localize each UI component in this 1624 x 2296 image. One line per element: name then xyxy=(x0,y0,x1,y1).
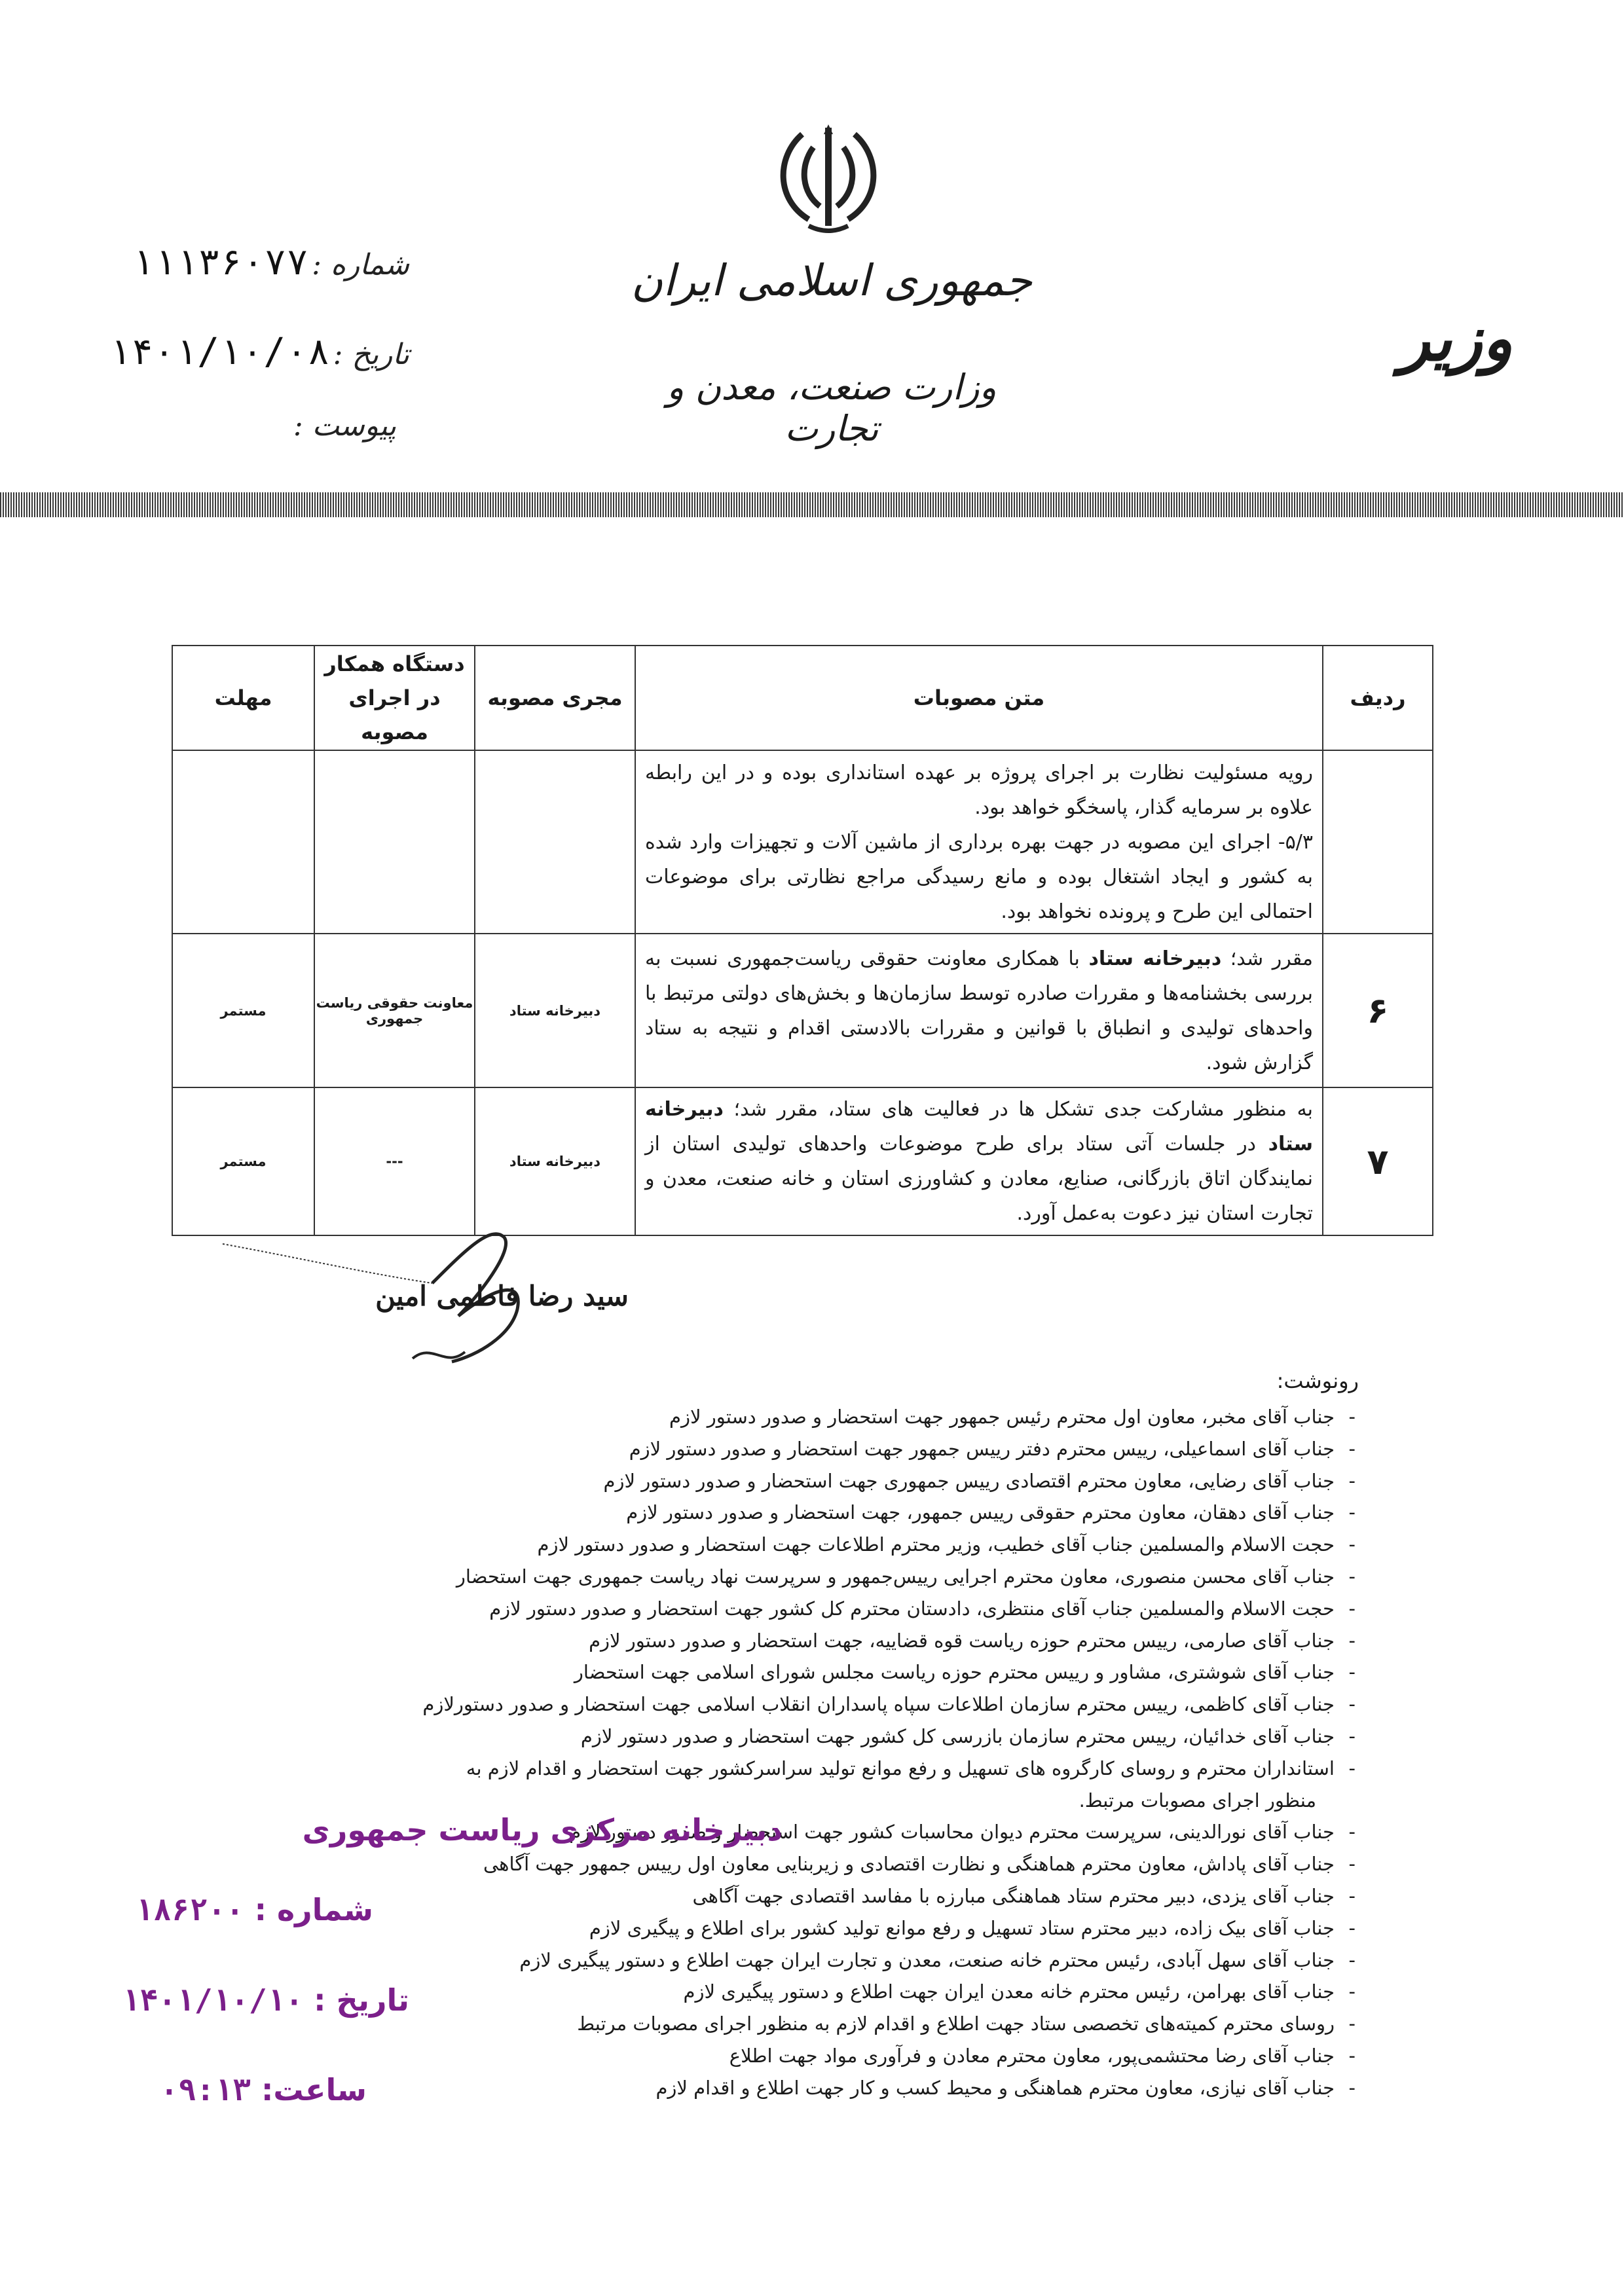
list-item: -استانداران محترم و روسای کارگروه های تسهیل و رفع موانع تولید سراسرکشور جهت استحضار و اقدام لازم به xyxy=(466,1757,1356,1779)
list-item: -روسای محترم کمیته‌های تخصصی ستاد جهت اطلاع و اقدام لازم به منظور اجرای مصوبات مرتبط xyxy=(577,2013,1356,2035)
cc-item-text: جناب آقای اسماعیلی، رییس محترم دفتر رییس جمهور جهت استحضار و صدور دستور لازم xyxy=(629,1437,1335,1460)
cooperator-cell: معاونت حقوقی ریاست جمهوری xyxy=(314,934,475,1087)
cc-item-text: حجت الاسلام والمسلمین جناب آقای منتظری، دادستان محترم کل کشور جهت استحضار و صدور دستور لازم xyxy=(489,1597,1335,1620)
letter-number-value: ۱۱۱۳۶۰۷۷ xyxy=(132,241,309,283)
signer-name: سید رضا فاطمی امین xyxy=(375,1280,629,1312)
receipt-number-label: شماره : xyxy=(254,1892,373,1927)
cc-item-text: جناب آقای نیازی، معاون محترم هماهنگی و محیط کسب و کار جهت اطلاع و اقدام لازم xyxy=(655,2076,1335,2099)
list-item: -جناب آقای خدائیان، رییس محترم سازمان بازرسی کل کشور جهت استحضار و صدور دستور لازم xyxy=(580,1724,1356,1747)
cc-item-text: جناب آقای شوشتری، مشاور و رییس محترم حوزه ریاست مجلس شورای اسلامی جهت استحضار xyxy=(574,1661,1335,1684)
resolution-text-post: در جلسات آتی ستاد برای طرح موضوعات واحدهای تولیدی استان از نمایندگان اتاق بازرگانی، صنایع، معادن و کشاورزی استان و خانه صنعت، معدن و تجارت استان نیز دعوت به‌عمل آورد. xyxy=(645,1133,1313,1225)
cooperator-cell xyxy=(314,750,475,934)
letter-attachment-label: پیوست : xyxy=(293,409,396,443)
receipt-number-value: ۱۸۶۲۰۰ xyxy=(135,1892,244,1927)
row-number-cell: ۶ xyxy=(1323,934,1433,1087)
list-item: -جناب آقای سهل آبادی، رئیس محترم خانه صنعت، معدن و تجارت ایران جهت اطلاع و دستور پیگیری لازم xyxy=(519,1948,1356,1971)
cc-item-text: جناب آقای پاداش، معاون محترم هماهنگی و نظارت اقتصادی و زیربنایی معاون اول رییس جمهور جهت آگاهی xyxy=(483,1853,1335,1876)
resolution-text-bold: دبیرخانه ستاد xyxy=(645,1098,1313,1156)
executor-cell: دبیرخانه ستاد xyxy=(475,934,635,1087)
cc-item-text: جناب آقای یزدی، دبیر محترم ستاد هماهنگی مبارزه با مفاسد اقتصادی جهت آگاهی xyxy=(692,1884,1335,1907)
list-item: -جناب آقای نیازی، معاون محترم هماهنگی و محیط کسب و کار جهت اطلاع و اقدام لازم xyxy=(655,2076,1356,2099)
executor-cell: دبیرخانه ستاد xyxy=(475,1087,635,1235)
list-item: -جناب آقای شوشتری، مشاور و رییس محترم حوزه ریاست مجلس شورای اسلامی جهت استحضار xyxy=(574,1661,1356,1684)
cc-item-text: استانداران محترم و روسای کارگروه های تسهیل و رفع موانع تولید سراسرکشور جهت استحضار و اقدام لازم به xyxy=(466,1757,1335,1779)
letter-number-label: شماره : xyxy=(312,248,409,282)
cc-title: رونوشت: xyxy=(1276,1368,1359,1393)
list-item: -جناب آقای بیک زاده، دبیر محترم ستاد تسهیل و رفع موانع تولید کشور برای اطلاع و پیگیری لازم xyxy=(589,1916,1356,1939)
resolutions-table xyxy=(172,645,1433,1236)
header-divider xyxy=(0,492,1624,517)
prelude-paragraph: ۵/۳- اجرای این مصوبه در جهت بهره برداری از ماشین آلات و تجهیزات وارد شده به کشور و ایجاد اشتغال بوده و مانع رسیدگی مراجع نظارتی برای موضوعات احتمالی این طرح و پرونده نخواهد بود. xyxy=(645,830,1313,923)
table-row xyxy=(172,750,1433,934)
cc-item-text: روسای محترم کمیته‌های تخصصی ستاد جهت اطلاع و اقدام لازم به منظور اجرای مصوبات مرتبط xyxy=(577,2013,1335,2035)
list-item: -حجت الاسلام والمسلمین جناب آقای منتظری، دادستان محترم کل کشور جهت استحضار و صدور دستور لازم xyxy=(489,1597,1356,1620)
cc-item-text: جناب آقای رضا محتشمی‌پور، معاون محترم معادن و فرآوری مواد جهت اطلاع xyxy=(729,2044,1335,2067)
minister-title: وزیر xyxy=(1399,301,1513,375)
receipt-date-label: تاریخ : xyxy=(314,1982,409,2018)
list-item: -جناب آقای رضایی، معاون محترم اقتصادی رییس جمهوری جهت استحضار و صدور دستور لازم xyxy=(603,1469,1356,1492)
resolution-text-cell xyxy=(635,1087,1323,1235)
receipt-stamp-date xyxy=(122,1982,409,2018)
list-item: -جناب آقای بهرامن، رئیس محترم خانه معدن ایران جهت اطلاع و دستور پیگیری لازم xyxy=(683,1980,1356,2003)
list-item: -جناب آقای مخبر، معاون اول محترم رئیس جمهور جهت استحضار و صدور دستور لازم xyxy=(669,1406,1356,1428)
resolution-text-bold: دبیرخانه ستاد xyxy=(1088,947,1222,970)
cc-item-text: جناب آقای بهرامن، رئیس محترم خانه معدن ایران جهت اطلاع و دستور پیگیری لازم xyxy=(683,1980,1335,2003)
letter-attachment xyxy=(293,409,396,443)
header-row-number: ردیف xyxy=(1323,646,1433,750)
deadline-cell: مستمر xyxy=(172,934,314,1087)
cc-item-text: جناب آقای محسن منصوری، معاون محترم اجرایی رییس‌جمهور و سرپرست نهاد ریاست جمهوری جهت استحضار xyxy=(456,1565,1335,1588)
list-item: -جناب آقای صارمی، رییس محترم حوزه ریاست قوه قضاییه، جهت استحضار و صدور دستور لازم xyxy=(589,1629,1356,1652)
cooperator-cell: --- xyxy=(314,1087,475,1235)
receipt-stamp-office: دبیرخانه مرکزی ریاست جمهوری xyxy=(302,1812,783,1848)
cc-item-text: جناب آقای دهقان، معاون محترم حقوقی رییس جمهور، جهت استحضار و صدور دستور لازم xyxy=(626,1501,1335,1524)
ministry-title: وزارت صنعت، معدن و تجارت xyxy=(667,367,997,449)
letter-date xyxy=(109,331,409,373)
header-deadline: مهلت xyxy=(172,646,314,750)
resolution-text-pre: به منظور مشارکت جدی تشکل ها در فعالیت های ستاد، مقرر شد؛ xyxy=(723,1098,1313,1121)
cc-item-text: جناب آقای رضایی، معاون محترم اقتصادی رییس جمهوری جهت استحضار و صدور دستور لازم xyxy=(603,1469,1335,1492)
deadline-cell xyxy=(172,750,314,934)
list-item: -جناب آقای یزدی، دبیر محترم ستاد هماهنگی مبارزه با مفاسد اقتصادی جهت آگاهی xyxy=(692,1884,1356,1907)
resolution-text-post: با همکاری معاونت حقوقی ریاست‌جمهوری نسبت به بررسی بخشنامه‌ها و مقررات صادره توسط سازمان‌ها و بخش‌های دولتی مرتبط با واحدهای تولیدی و انطباق با قوانین و مقررات بالادستی اقدام و نتیجه به ستاد گزارش شود. xyxy=(645,947,1313,1074)
receipt-time-label: ساعت: xyxy=(261,2072,367,2107)
list-item: -حجت الاسلام والمسلمین جناب آقای خطیب، وزیر محترم اطلاعات جهت استحضار و صدور دستور لازم xyxy=(537,1533,1356,1556)
cc-item-text: جناب آقای بیک زاده، دبیر محترم ستاد تسهیل و رفع موانع تولید کشور برای اطلاع و پیگیری لازم xyxy=(589,1916,1335,1939)
receipt-date-value: ۱۴۰۱/۱۰/۱۰ xyxy=(122,1982,304,2018)
list-item: -جناب آقای کاظمی، رییس محترم سازمان اطلاعات سپاه پاسداران انقلاب اسلامی جهت استحضار و صدور دستورلازم xyxy=(422,1693,1356,1716)
cc-item-text: جناب آقای صارمی، رییس محترم حوزه ریاست قوه قضاییه، جهت استحضار و صدور دستور لازم xyxy=(589,1629,1335,1652)
row-number-cell: ۷ xyxy=(1323,1087,1433,1235)
header-cooperator: دستگاه همکار در اجرای مصوبه xyxy=(314,646,475,750)
cc-item-text: جناب آقای کاظمی، رییس محترم سازمان اطلاعات سپاه پاسداران انقلاب اسلامی جهت استحضار و صدور دستورلازم xyxy=(422,1693,1335,1716)
cc-item-text: جناب آقای نورالدینی، سرپرست محترم دیوان محاسبات کشور جهت استحضار و صدور دستور لازم xyxy=(569,1821,1335,1844)
deadline-cell: مستمر xyxy=(172,1087,314,1235)
executor-cell xyxy=(475,750,635,934)
list-item: -جناب آقای دهقان، معاون محترم حقوقی رییس جمهور، جهت استحضار و صدور دستور لازم xyxy=(626,1501,1356,1524)
letter-date-label: تاریخ : xyxy=(333,338,409,371)
letter-date-value: ۱۴۰۱/۱۰/۰۸ xyxy=(109,331,330,373)
cc-item-text: جناب آقای خدائیان، رییس محترم سازمان بازرسی کل کشور جهت استحضار و صدور دستور لازم xyxy=(580,1724,1335,1747)
cc-item-text: منظور اجرای مصوبات مرتبط. xyxy=(1079,1789,1316,1812)
list-item: -جناب آقای محسن منصوری، معاون محترم اجرایی رییس‌جمهور و سرپرست نهاد ریاست جمهوری جهت استحضار xyxy=(456,1565,1356,1588)
receipt-stamp-number xyxy=(135,1892,373,1927)
resolution-text-pre: مقرر شد؛ xyxy=(1221,947,1313,970)
table-row xyxy=(172,934,1433,1087)
header-executor: مجری مصوبه xyxy=(475,646,635,750)
list-item: -جناب آقای رضا محتشمی‌پور، معاون محترم معادن و فرآوری مواد جهت اطلاع xyxy=(729,2044,1356,2067)
cc-item-text: جناب آقای مخبر، معاون اول محترم رئیس جمهور جهت استحضار و صدور دستور لازم xyxy=(669,1406,1335,1428)
list-item: -جناب آقای اسماعیلی، رییس محترم دفتر رییس جمهور جهت استحضار و صدور دستور لازم xyxy=(629,1437,1356,1460)
letter-number xyxy=(132,241,409,283)
resolution-text-cell xyxy=(635,750,1323,934)
list-item: -جناب آقای نورالدینی، سرپرست محترم دیوان محاسبات کشور جهت استحضار و صدور دستور لازم xyxy=(569,1821,1356,1844)
country-title: جمهوری اسلامی ایران xyxy=(631,255,1033,306)
row-number-cell xyxy=(1323,750,1433,934)
receipt-time-value: ۰۹:۱۳ xyxy=(160,2072,251,2107)
cc-item-text: حجت الاسلام والمسلمین جناب آقای خطیب، وزیر محترم اطلاعات جهت استحضار و صدور دستور لازم xyxy=(537,1533,1335,1556)
table-header-row xyxy=(172,646,1433,750)
resolution-text-cell xyxy=(635,934,1323,1087)
iran-emblem-icon xyxy=(773,121,884,236)
header-resolution-text: متن مصوبات xyxy=(635,646,1323,750)
receipt-stamp-time xyxy=(160,2072,367,2107)
cc-item-text: جناب آقای سهل آبادی، رئیس محترم خانه صنعت، معدن و تجارت ایران جهت اطلاع و دستور پیگیری لازم xyxy=(519,1948,1335,1971)
list-item: -جناب آقای پاداش، معاون محترم هماهنگی و نظارت اقتصادی و زیربنایی معاون اول رییس جمهور جهت آگاهی xyxy=(483,1853,1356,1876)
prelude-paragraph: رویه مسئولیت نظارت بر اجرای پروژه بر عهده استانداری بوده و در این رابطه علاوه بر سرمایه گذار، پاسخگو خواهد بود. xyxy=(645,761,1313,819)
